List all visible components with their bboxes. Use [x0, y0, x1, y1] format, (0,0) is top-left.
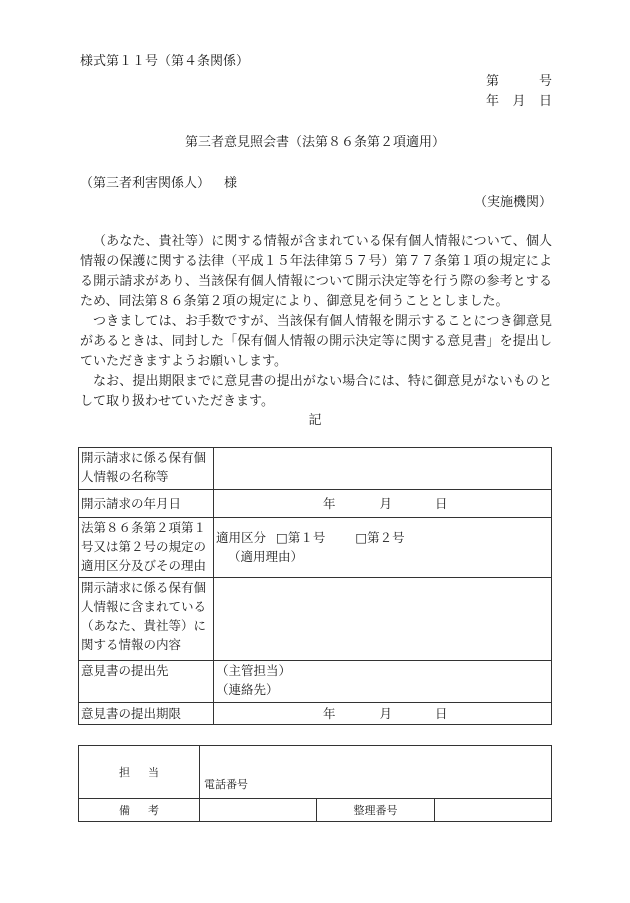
- table-row: [79, 746, 552, 799]
- row-label-category: 法第８６条第２項第１号又は第２号の規定の適用区分及びその理由: [79, 518, 214, 578]
- request-date-month: 月: [379, 496, 393, 511]
- issue-date-year: 年: [486, 94, 500, 109]
- document-number-prefix: 第: [486, 74, 500, 89]
- office-label-tantou: 担当: [79, 746, 200, 799]
- category-option-2-checkbox[interactable]: □第２号: [355, 530, 405, 545]
- office-phone-label: 電話番号: [204, 778, 248, 791]
- body-paragraph-2: つきましては、お手数ですが、当該保有個人情報を開示することにつき御意見があるときは、同封した「保有個人情報の開示決定等に関する意見書」を提出していただきますようお願いします。: [80, 314, 552, 369]
- submit-to-department: （主管担当）: [216, 663, 292, 678]
- office-label-seiri: 整理番号: [317, 799, 434, 822]
- recipient-honorific: 様: [224, 176, 238, 191]
- row-value-deadline: [214, 703, 552, 725]
- table-row: [79, 661, 552, 703]
- ki-heading: 記: [308, 413, 322, 428]
- office-remarks-cell: [200, 799, 317, 822]
- issue-date-day: 日: [538, 94, 552, 109]
- issue-date-line: [486, 90, 552, 109]
- category-label: 適用区分: [216, 530, 267, 545]
- document-title: 第三者意見照会書（法第８６条第２項適用）: [184, 135, 445, 150]
- issuer-label: （実施機関）: [473, 195, 552, 210]
- row-label-request-date: 開示請求の年月日: [79, 490, 214, 518]
- recipient-line: [80, 172, 237, 191]
- issue-date-month: 月: [512, 94, 526, 109]
- deadline-month: 月: [379, 706, 393, 721]
- category-reason: （適用理由）: [228, 549, 304, 564]
- submit-to-contact: （連絡先）: [216, 682, 279, 697]
- row-label-submit-to: 意見書の提出先: [79, 661, 214, 703]
- office-label-bikou: 備考: [79, 799, 200, 822]
- body-paragraph-3: なお、提出期限までに意見書の提出がない場合には、特に御意見がないものとして取り扱わせていただきます。: [80, 374, 552, 409]
- category-options: [216, 518, 549, 547]
- table-row: [79, 490, 552, 518]
- table-row: [79, 448, 552, 490]
- document-number-suffix: 号: [538, 74, 552, 89]
- row-value-category: [214, 518, 552, 578]
- table-row: [79, 578, 552, 661]
- office-seiri-cell: [434, 799, 551, 822]
- body-text: [80, 232, 552, 412]
- request-date-day: 日: [435, 496, 448, 511]
- row-value-request-date: [214, 490, 552, 518]
- table-row: [79, 518, 552, 578]
- row-label-info-content: 開示請求に係る保有個人情報に含まれている（あなた、貴社等）に関する情報の内容: [79, 578, 214, 661]
- document-number-line: [486, 70, 552, 89]
- info-table: [78, 447, 552, 725]
- row-label-deadline: 意見書の提出期限: [79, 703, 214, 725]
- deadline-year: 年: [323, 706, 336, 721]
- office-phone-cell: [200, 746, 552, 799]
- category-option-1-checkbox[interactable]: □第１号: [276, 530, 326, 545]
- deadline-day: 日: [435, 706, 448, 721]
- request-date-year: 年: [323, 496, 336, 511]
- row-label-info-name: 開示請求に係る保有個人情報の名称等: [79, 448, 214, 490]
- office-use-table: [78, 745, 552, 822]
- row-value-submit-to: [214, 661, 552, 703]
- table-row: [79, 703, 552, 725]
- row-value-info-name: [214, 448, 552, 490]
- form-number: 様式第１１号（第４条関係）: [80, 54, 250, 69]
- table-row: [79, 799, 552, 822]
- row-value-info-content: [214, 578, 552, 661]
- recipient-label: （第三者利害関係人）: [80, 176, 211, 191]
- body-paragraph-1: （あなた、貴社等）に関する情報が含まれている保有個人情報について、個人情報の保護に関する法律（平成１５年法律第５７号）第７７条第１項の規定による開示請求があり、当該保有個人情報について開示決定等を行う際の参考とするため、同法第８６条第２項の規定により、御意見を伺うこととしました。: [80, 234, 552, 309]
